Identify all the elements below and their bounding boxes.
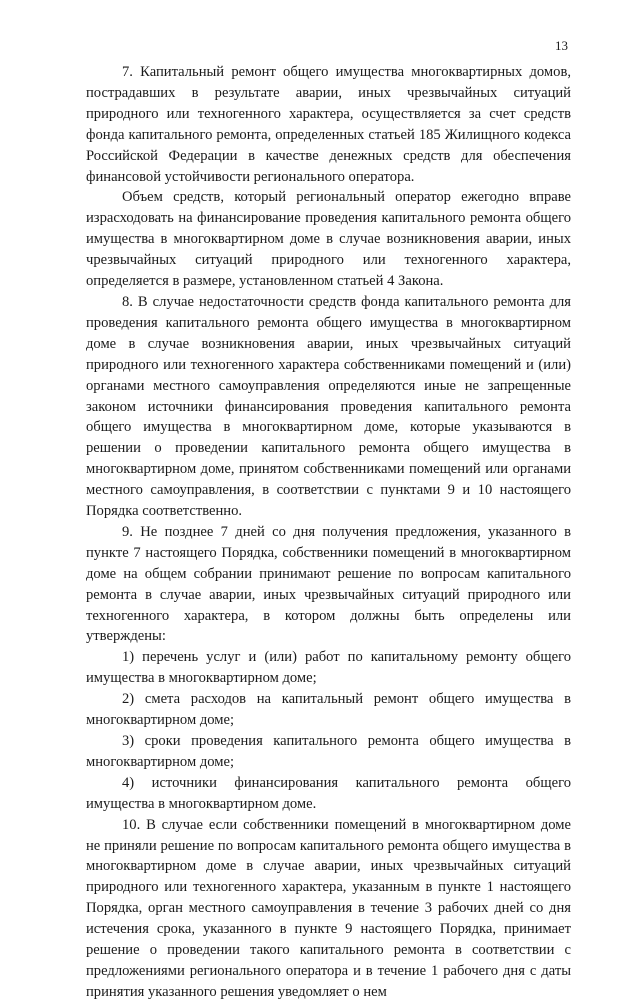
document-body: [86, 62, 571, 1003]
paragraph-10: 10. В случае если собственники помещений в многоквартирном доме не приняли решение по вопросам капитального ремонта общего имущества в многоквартирном доме в случае аварии, иных чрезвычайных ситуаций природного или техногенного характера, указанным в пункте 1 настоящего Порядка, орган местного самоуправления в течение 3 рабочих дней со дня истечения срока, указанного в пункте 9 настоящего Порядка, принимает решение о проведении такого капитального ремонта в соответствии с предложениями регионального оператора и в течение 1 рабочего дня с даты принятия указанного решения уведомляет о нем: [86, 816, 571, 1000]
list-item-1: 1) перечень услуг и (или) работ по капитальному ремонту общего имущества в многоквартирном доме;: [86, 649, 571, 687]
paragraph-9: 9. Не позднее 7 дней со дня получения предложения, указанного в пункте 7 настоящего Порядка, собственники помещений в многоквартирном доме на общем собрании принимают решение по вопросам капитального ремонта в случае аварии, иных чрезвычайных ситуаций природного или техногенного характера, в котором должны быть определены или утверждены:: [86, 523, 571, 645]
list-item-2: 2) смета расходов на капитальный ремонт общего имущества в многоквартирном доме;: [86, 691, 571, 729]
paragraph-7: 7. Капитальный ремонт общего имущества многоквартирных домов, пострадавших в результате аварии, иных чрезвычайных ситуаций природного или техногенного характера, осуществляется за счет средств фонда капитального ремонта, определенных статьей 185 Жилищного кодекса Российской Федерации в качестве денежных средств для обеспечения финансовой устойчивости регионального оператора.: [86, 64, 571, 185]
paragraph-8: 8. В случае недостаточности средств фонда капитального ремонта для проведения капитального ремонта общего имущества в многоквартирном доме в случае возникновения аварии, иных чрезвычайных ситуаций природного или техногенного характера собственниками помещений и (или) органами местного самоуправления определяются иные не запрещенные законом источники финансирования проведения капитального ремонта общего имущества в многоквартирном доме, которые указываются в решении о проведении капитального ремонта общего имущества в многоквартирном доме, принятом собственниками помещений или органами местного самоуправления, в соответствии с пунктами 9 и 10 настоящего Порядка соответственно.: [86, 293, 571, 520]
list-item-3: 3) сроки проведения капитального ремонта общего имущества в многоквартирном доме;: [86, 733, 571, 770]
page-number: 13: [555, 38, 568, 53]
paragraph-funds-volume: Объем средств, который региональный оператор ежегодно вправе израсходовать на финансирование проведения капитального ремонта общего имущества в многоквартирном доме в случае возникновения аварии, иных чрезвычайных ситуаций природного или техногенного характера, определяется в размере, установленном статьей 4 Закона.: [86, 189, 571, 290]
list-item-4: 4) источники финансирования капитального ремонта общего имущества в многоквартирном доме.: [86, 774, 571, 812]
